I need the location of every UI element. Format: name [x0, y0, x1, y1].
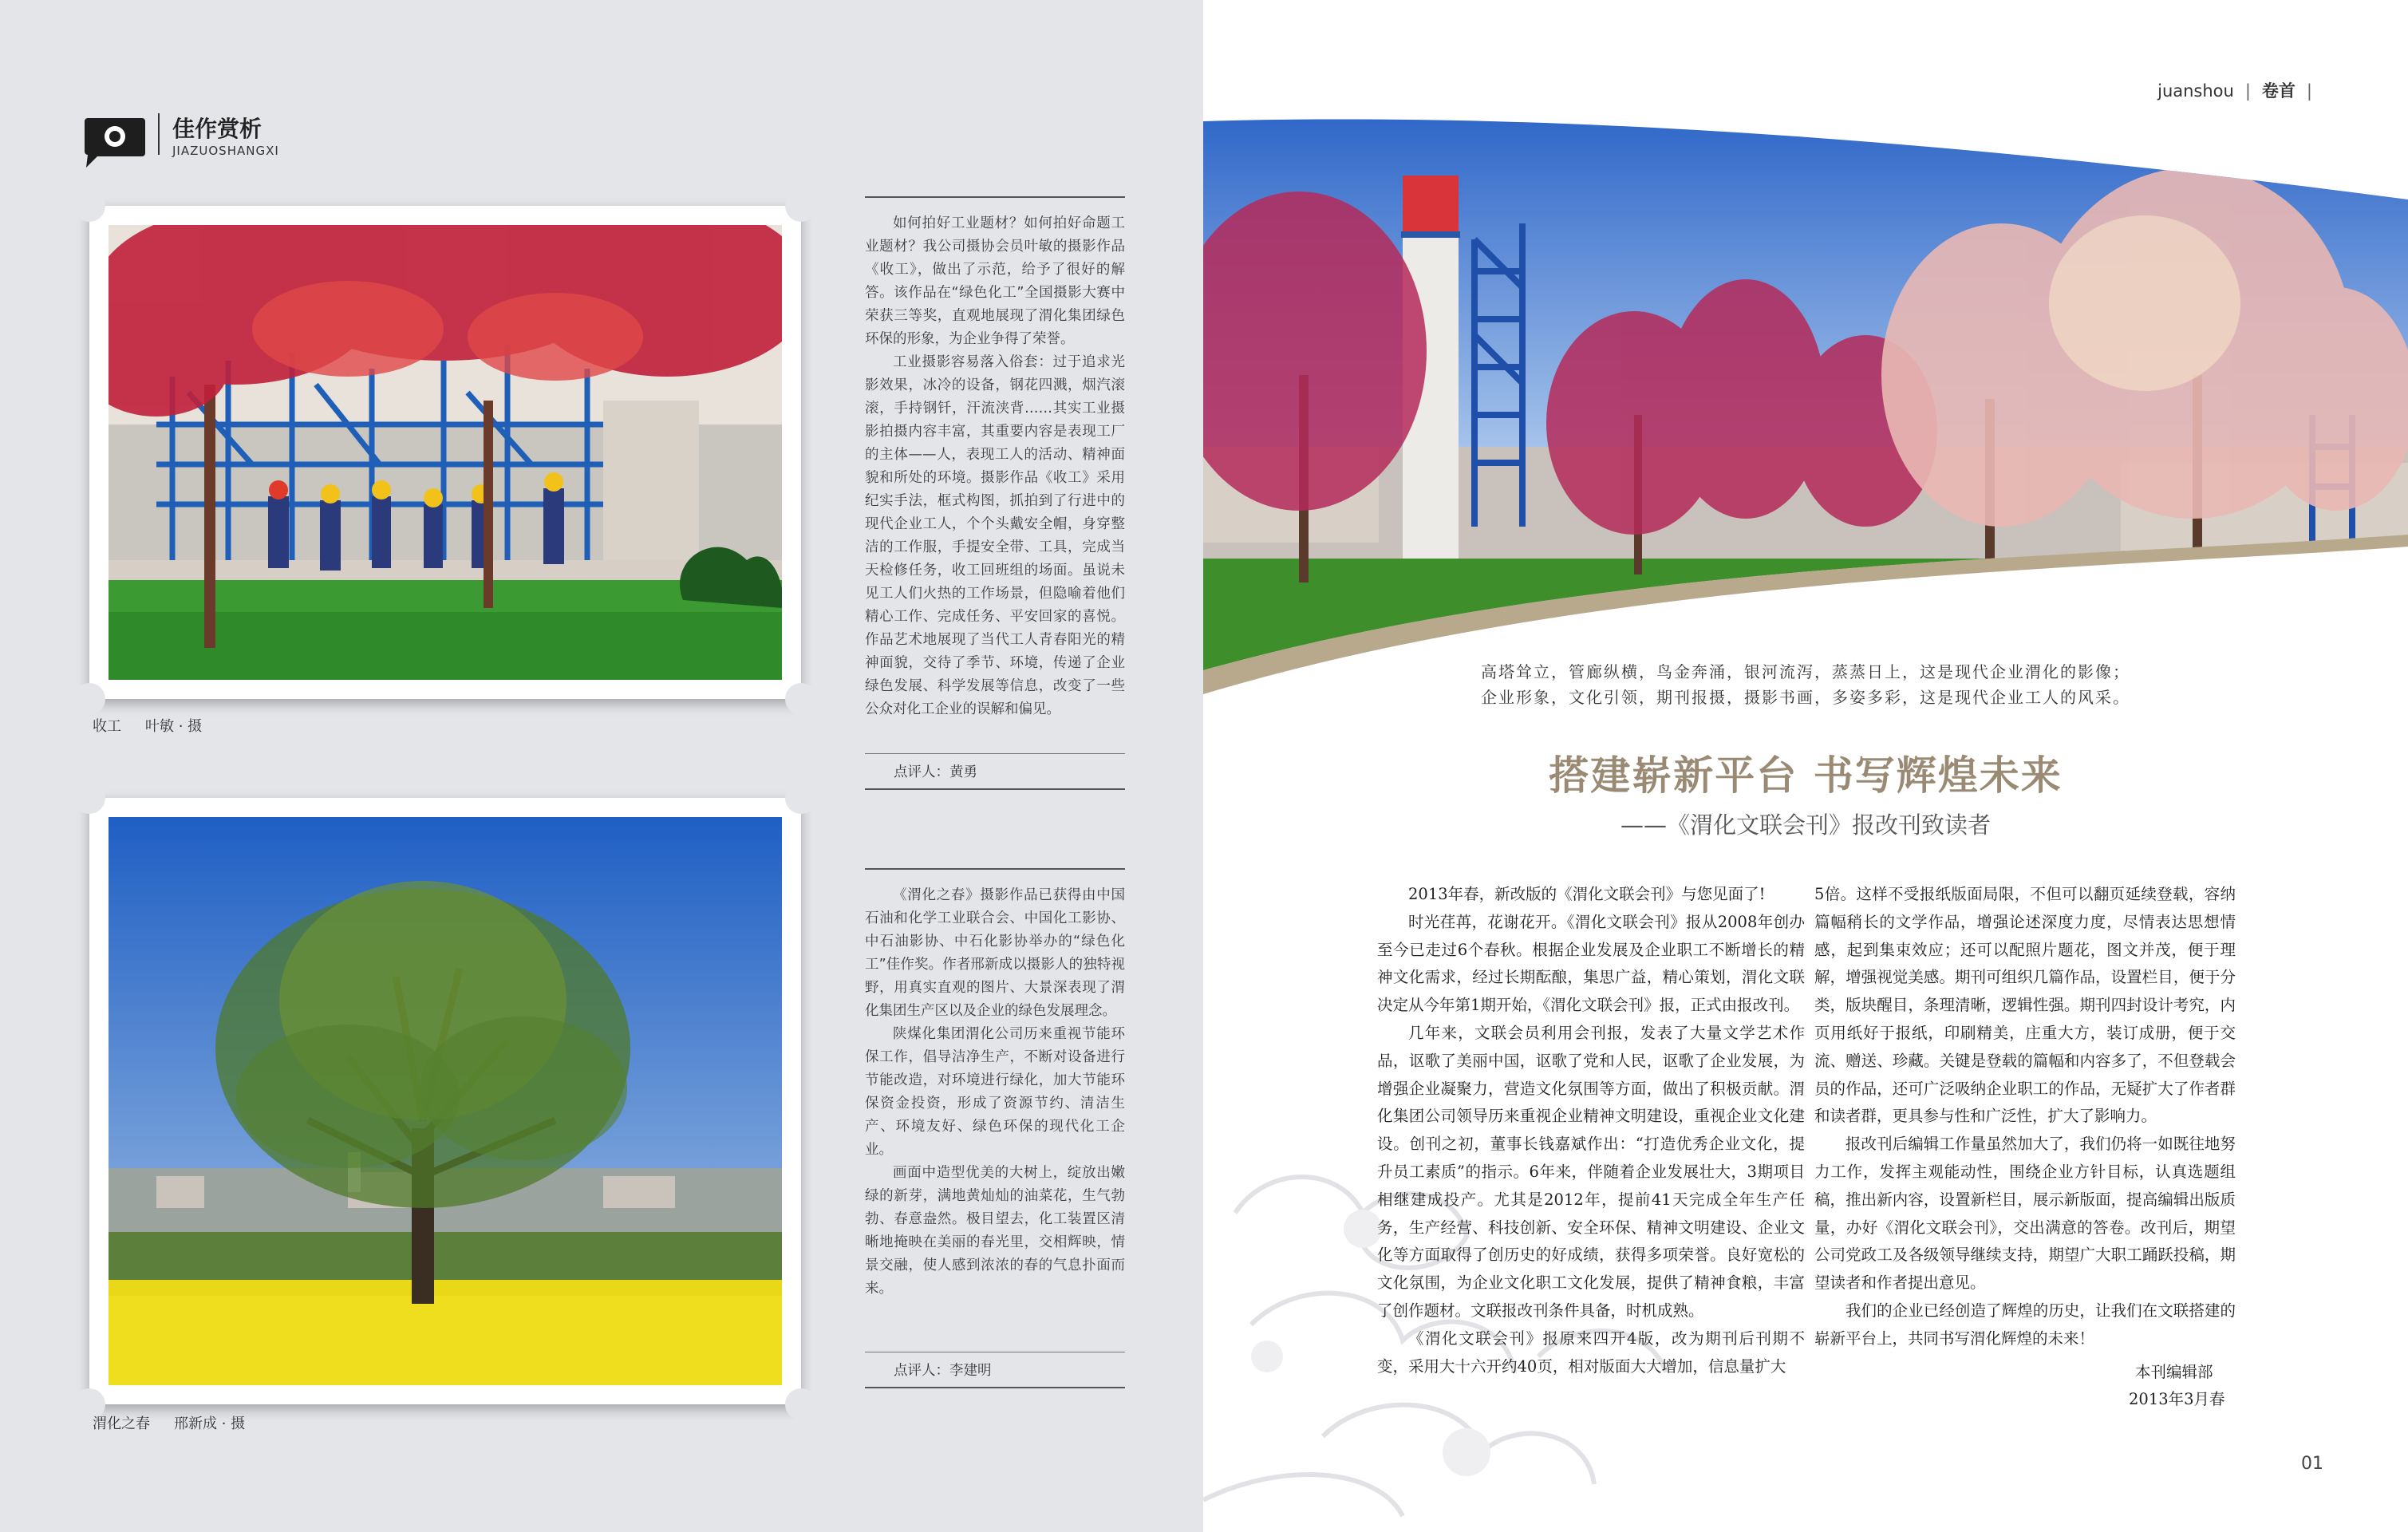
- photo2-caption-title: 渭化之春: [93, 1416, 150, 1432]
- intro-line-2: 企业形象，文化引领，期刊报摄，摄影书画，多姿多彩，这是现代企业工人的风采。: [1481, 688, 2130, 707]
- sign-editor: 本刊编辑部: [2135, 1363, 2213, 1381]
- article-column-1: [1377, 881, 1805, 1380]
- review1-bottom-rule: [865, 788, 1125, 790]
- section-subtitle: JIAZUOSHANGXI: [172, 144, 279, 158]
- left-page: [0, 0, 1203, 1532]
- page-number: 01: [2301, 1454, 2323, 1474]
- running-header: juanshou | 卷首 |: [2157, 81, 2312, 101]
- article-column-2: [1814, 881, 2236, 1353]
- review1-text: [865, 212, 1125, 721]
- photo2-caption-author: 邢新成 · 摄: [174, 1416, 246, 1432]
- photo-weihua-spring: [109, 817, 782, 1385]
- photo-shougong: [109, 225, 782, 680]
- header-en: juanshou: [2157, 81, 2234, 101]
- article-paragraph: 几年来，文联会员利用会刊报，发表了大量文学艺术作品，讴歌了美丽中国，讴歌了党和人民，讴歌了企业发展，为增强企业凝聚力，营造文化氛围等方面，做出了积极贡献。渭化集团公司领导历来重视企业精神文明建设，重视企业文化建设。创刊之初，董事长钱嘉斌作出：“打造优秀企业文化，提升员工素质”的指示。6年来，伴随着企业发展壮大，3期项目相继建成投产。尤其是2012年，提前41天完成全年生产任务，生产经营、科技创新、安全环保、精神文明建设、企业文化等方面取得了创历史的好成绩，获得多项荣誉。良好宽松的文化氛围，为企业文化职工文化发展，提供了精神食粮，丰富了创作题材。文联报改刊条件具备，时机成熟。: [1377, 1023, 1805, 1320]
- review1-top-rule: [865, 196, 1125, 198]
- sign-date: 2013年3月春: [2129, 1390, 2225, 1408]
- photo1-caption-author: 叶敏 · 摄: [145, 718, 203, 735]
- article-paragraph: 我们的企业已经创造了辉煌的历史，让我们在文联搭建的崭新平台上，共同书写渭化辉煌的未来！: [1814, 1301, 2236, 1348]
- section-divider: [158, 113, 160, 155]
- review1-paragraph: 工业摄影容易落入俗套：过于追求光影效果，冰冷的设备，钢花四溅，烟汽滚滚，手持钢钎，汗流浃背……其实工业摄影拍摄内容丰富，其重要内容是表现工厂的主体——人，表现工人的活动、精神面貌和所处的环境。摄影作品《收工》采用纪实手法，框式构图，抓拍到了行进中的现代企业工人，个个头戴安全帽，身穿整洁的工作服，手提安全带、工具，完成当天检修任务，收工回班组的场面。虽说未见工人们火热的工作场景，但隐喻着他们精心工作、完成任务、平安回家的喜悦。作品艺术地展现了当代工人青春阳光的精神面貌，交待了季节、环境，传递了企业绿色发展、科学发展等信息，改变了一些公众对化工企业的误解和偏见。: [865, 354, 1125, 717]
- header-cn: 卷首: [2261, 81, 2295, 101]
- photo1-caption-title: 收工: [93, 718, 121, 735]
- article-paragraph: 《渭化文联会刊》报原来四开4版，改为期刊后刊期不变，采用大十六开约40页，相对版面大大增加，信息量扩大: [1377, 1329, 1805, 1376]
- review1-mid-rule: [865, 753, 1125, 754]
- hero-banner-image: [1203, 112, 2408, 694]
- review2-paragraph: 画面中造型优美的大树上，绽放出嫩绿的新芽，满地黄灿灿的油菜花，生气勃勃、春意盎然。极目望去，化工装置区清晰地掩映在美丽的春光里，交相辉映，情景交融，使人感到浓浓的春的气息扑面而来。: [865, 1165, 1125, 1297]
- review1-reviewer: 点评人：黄勇: [894, 764, 977, 780]
- section-title: 佳作赏析: [172, 116, 263, 142]
- article-headline: 搭建崭新平台 书写辉煌未来: [1549, 752, 2063, 799]
- review2-paragraph: 陕煤化集团渭化公司历来重视节能环保工作，倡导洁净生产，不断对设备进行节能改造，对环境进行绿化，加大节能环保资金投资，形成了资源节约、清洁生产、环境友好、绿色环保的现代化工企业。: [865, 1026, 1125, 1158]
- article-paragraph: 2013年春，新改版的《渭化文联会刊》与您见面了!: [1408, 885, 1766, 903]
- review2-paragraph: 《渭化之春》摄影作品已获得由中国石油和化学工业联合会、中国化工影协、中石油影协、中石化影协举办的“绿色化工”佳作奖。作者邢新成以摄影人的独特视野，用真实直观的图片、大景深表现了渭化集团生产区以及企业的绿色发展理念。: [865, 887, 1125, 1019]
- photo1-caption: [93, 715, 226, 736]
- photo2-caption: [93, 1412, 269, 1433]
- right-page: [1203, 0, 2408, 1532]
- photo-frame-shougong: [89, 206, 801, 699]
- photo-frame-weihua-spring: [89, 798, 801, 1404]
- review1-paragraph: 如何拍好工业题材？如何拍好命题工业题材？我公司摄协会员叶敏的摄影作品《收工》，做出了示范，给予了很好的解答。该作品在“绿色化工”全国摄影大赛中荣获三等奖，直观地展现了渭化集团绿色环保的形象，为企业争得了荣誉。: [865, 215, 1125, 347]
- article-subhead: ——《渭化文联会刊》报改刊致读者: [1620, 811, 1991, 839]
- article-paragraph: 时光荏苒，花谢花开。《渭化文联会刊》报从2008年创办至今已走过6个春秋。根据企业发展及企业职工不断增长的精神文化需求，经过长期酝酿，集思广益，精心策划，渭化文联决定从今年第1期开始，《渭化文联会刊》报，正式由报改刊。: [1377, 912, 1805, 1015]
- article-paragraph: 报改刊后编辑工作量虽然加大了，我们仍将一如既往地努力工作，发挥主观能动性，围绕企业方针目标，认真选题组稿，推出新内容，设置新栏目，展示新版面，提高编辑出版质量，办好《渭化文联会刊》，交出满意的答卷。改刊后，期望公司党政工及各级领导继续支持，期望广大职工踊跃投稿，期望读者和作者提出意见。: [1814, 1135, 2236, 1293]
- camera-icon: [83, 116, 147, 169]
- review2-bottom-rule: [865, 1387, 1125, 1388]
- review2-reviewer: 点评人：李建明: [894, 1363, 992, 1379]
- review2-top-rule: [865, 868, 1125, 870]
- article-paragraph: 5倍。这样不受报纸版面局限，不但可以翻页延续登载，容纳篇幅稍长的文学作品，增强论述深度力度，尽情表达思想情感，起到集束效应；还可以配照片题花，图文并茂，便于理解，增强视觉美感。期刊可组织几篇作品，设置栏目，便于分类，版块醒目，条理清晰，逻辑性强。期刊四封设计考究，内页用纸好于报纸，印刷精美，庄重大方，装订成册，便于交流、赠送、珍藏。关键是登载的篇幅和内容多了，不但登载会员的作品，还可广泛吸纳企业职工的作品，无疑扩大了作者群和读者群，更具参与性和广泛性，扩大了影响力。: [1814, 885, 2236, 1126]
- intro-line-1: 高塔耸立，管廊纵横，鸟金奔涌，银河流泻，蒸蒸日上，这是现代企业渭化的影像；: [1481, 662, 2130, 681]
- review2-text: [865, 884, 1125, 1301]
